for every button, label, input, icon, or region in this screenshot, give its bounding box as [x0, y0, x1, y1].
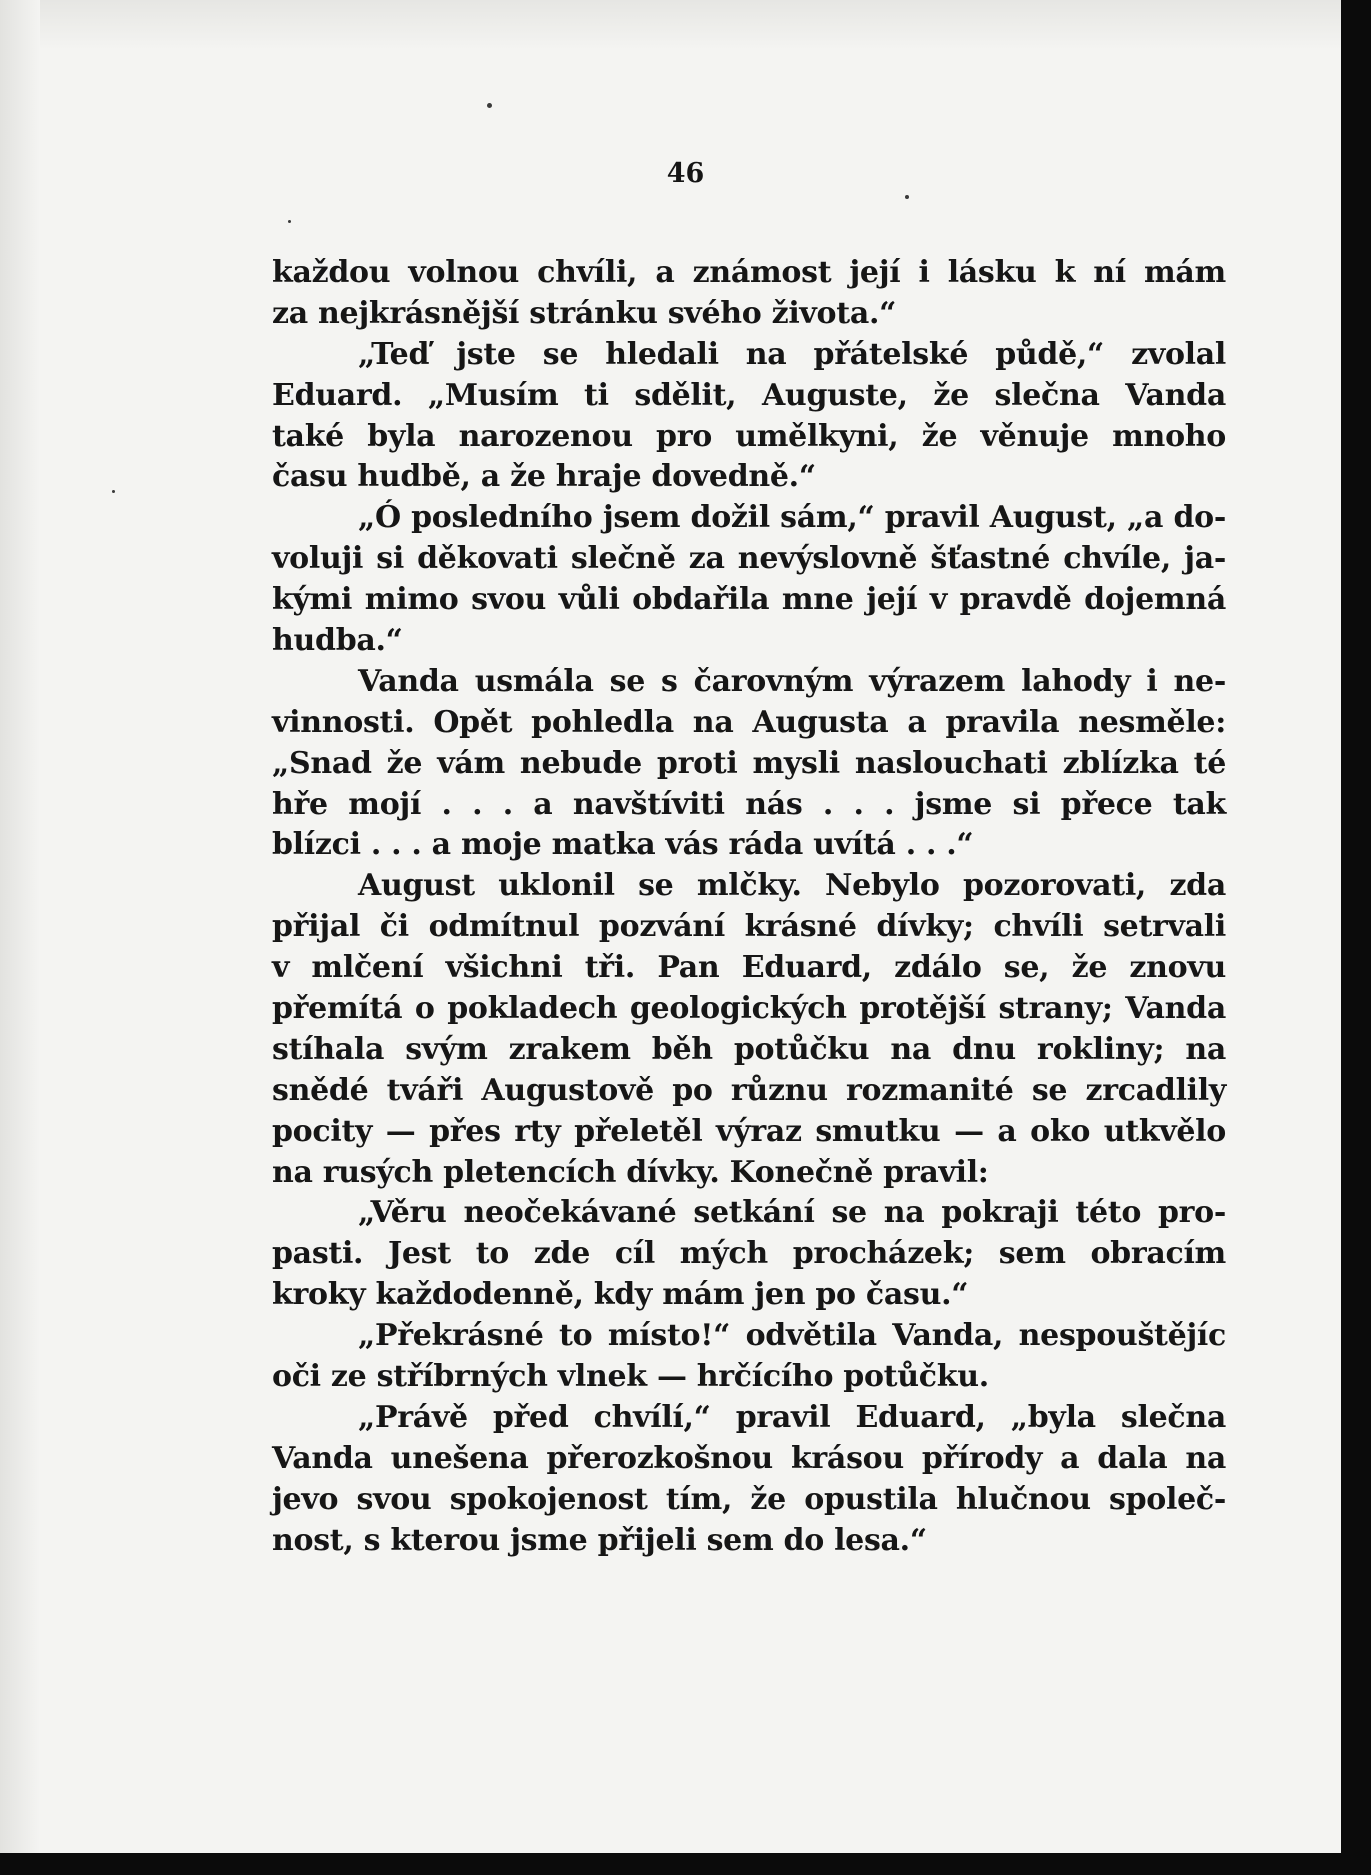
text-line: snědé tváři Augustově po různu rozmanité se zrcadlily	[272, 1072, 1226, 1108]
scan-bottom-border	[0, 1853, 1371, 1875]
text-line: vinnosti. Opět pohledla na Augusta a pravila nesměle:	[272, 704, 1226, 740]
body-text	[272, 253, 1226, 1562]
text-line: přemítá o pokladech geologických protější strany; Vanda	[272, 991, 1226, 1027]
scan-speck	[487, 103, 492, 108]
text-line: hudba.“	[272, 623, 403, 659]
text-line: kými mimo svou vůli obdařila mne její v pravdě dojemná	[272, 582, 1226, 618]
text-line: August uklonil se mlčky. Nebylo pozorovati, zda	[358, 868, 1226, 904]
scan-speck	[905, 195, 909, 199]
text-line: „Překrásné to místo!“ odvětila Vanda, nespouštějíc	[358, 1318, 1226, 1354]
text-line: pocity — přes rty přeletěl výraz smutku — a oko utkvělo	[272, 1113, 1226, 1149]
scan-right-border	[1341, 0, 1371, 1875]
scan-speck	[112, 490, 115, 493]
text-line: oči ze stříbrných vlnek — hrčícího potůčku.	[272, 1359, 989, 1395]
text-line: „Snad že vám nebude proti mysli naslouchati zblízka té	[272, 745, 1226, 781]
scan-speck	[288, 220, 291, 223]
text-line: blízci . . . a moje matka vás ráda uvítá . . .“	[272, 827, 974, 863]
text-line: stíhala svým zrakem běh potůčku na dnu rokliny; na	[272, 1031, 1226, 1067]
text-line: přijal či odmítnul pozvání krásné dívky; chvíli setrvali	[272, 909, 1226, 945]
text-line: Vanda unešena přerozkošnou krásou přírody a dala na	[272, 1440, 1226, 1476]
text-line: „Teď jste se hledali na přátelské půdě,“ zvolal	[358, 336, 1226, 372]
text-line: každou volnou chvíli, a známost její i lásku k ní mám	[272, 255, 1226, 290]
text-line: za nejkrásnější stránku svého života.“	[272, 295, 897, 331]
text-line: pasti. Jest to zde cíl mých procházek; sem obracím	[272, 1236, 1226, 1272]
text-line: jevo svou spokojenost tím, že opustila hlučnou společ-	[272, 1481, 1226, 1517]
text-line: Vanda usmála se s čarovným výrazem lahody i ne-	[358, 663, 1226, 699]
text-line: hře mojí . . . a navštíviti nás . . . jsme si přece tak	[272, 786, 1226, 822]
scan-left-shadow	[0, 0, 40, 1875]
page-number: 46	[666, 158, 705, 189]
scan-top-shadow	[0, 0, 1371, 50]
text-line: nost, s kterou jsme přijeli sem do lesa.“	[272, 1522, 927, 1558]
text-line: kroky každodenně, kdy mám jen po času.“	[272, 1277, 969, 1313]
text-line: „Právě před chvílí,“ pravil Eduard, „byla slečna	[358, 1399, 1226, 1435]
text-line: také byla narozenou pro umělkyni, že věnuje mnoho	[272, 418, 1226, 454]
text-line: Eduard. „Musím ti sdělit, Auguste, že slečna Vanda	[272, 377, 1226, 413]
text-line: voluji si děkovati slečně za nevýslovně šťastné chvíle, ja-	[272, 541, 1226, 577]
text-line: „Ó posledního jsem dožil sám,“ pravil August, „a do-	[358, 500, 1226, 536]
text-line: času hudbě, a že hraje dovedně.“	[272, 459, 816, 495]
text-line: v mlčení všichni tři. Pan Eduard, zdálo se, že znovu	[272, 950, 1226, 986]
text-line: na rusých pletencích dívky. Konečně pravil:	[272, 1154, 989, 1190]
text-line: „Věru neočekávané setkání se na pokraji této pro-	[358, 1195, 1226, 1231]
